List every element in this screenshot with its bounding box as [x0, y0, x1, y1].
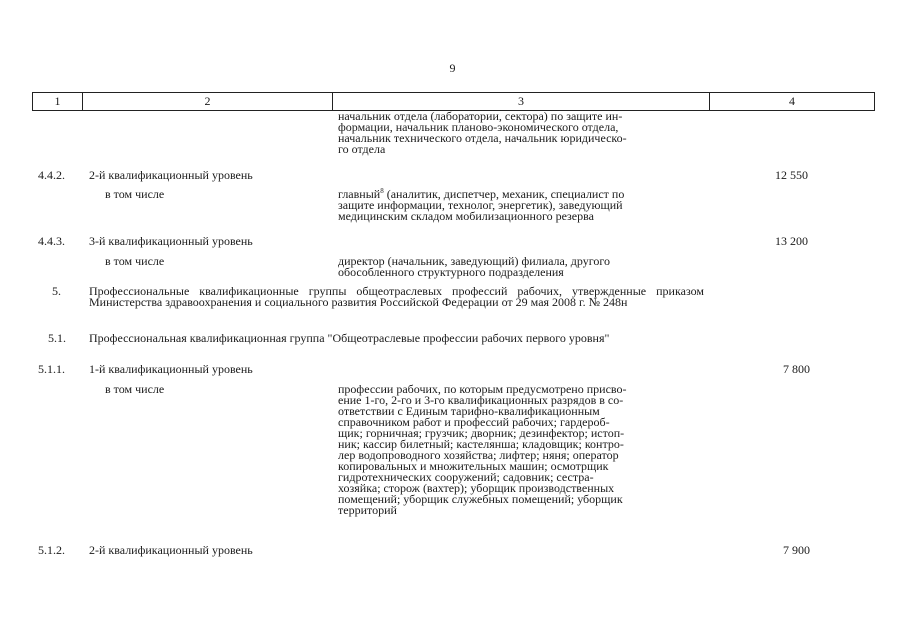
row-level-name: 3-й квалификационный уровень	[89, 234, 253, 248]
row-description: профессии рабочих, по которым предусмотрено присво- ение 1-го, 2-го и 3-го квалификационных разрядов в со- ответствии с Единым тарифно-квалификационным справочником работ и профессий рабочих; гардероб- щик; горничная; грузчик; дворник; дезинфектор; истоп- ник; кассир билетный; кастелянша; кладовщик; контро- лер водопроводного хозяйства; лифтер; няня; оператор копировальных и множительных машин; осмотрщик гидротехнических сооружений; садовник; сестра- хозяйка; сторож (вахтер); уборщик производственных помещений; уборщик служебных помещений; уборщик территорий	[338, 382, 627, 517]
row-subheading: в том числе	[105, 254, 165, 268]
row-code: 4.4.3.	[38, 234, 65, 248]
row-salary: 7 900	[783, 543, 810, 557]
row-subheading: в том числе	[105, 382, 165, 396]
group-heading: Профессиональные квалификационные группы общеотраслевых профессий рабочих, утвержденные приказом Министерства здравоохранения и социального развития Российской Федерации от 29 мая 2008 г. № 248н	[89, 284, 704, 309]
row-description: главный$^8$ (аналитик, диспетчер, механик, специалист по защите информации, технолог, энергетик), заведующий медицинским складом мобилизационного резерва	[338, 187, 625, 223]
footnote-marker: 8	[380, 187, 384, 195]
row-code: 5.1.1.	[38, 362, 65, 376]
row-level-name: 2-й квалификационный уровень	[89, 168, 253, 182]
header-col-1: 1	[32, 93, 82, 110]
header-col-3: 3	[332, 93, 709, 110]
row-subheading: в том числе	[105, 187, 165, 201]
row-code: 5.	[52, 284, 61, 298]
row-salary: 13 200	[775, 234, 808, 248]
header-col-4: 4	[709, 93, 875, 110]
row-level-name: 1-й квалификационный уровень	[89, 362, 253, 376]
row-description: начальник отдела (лаборатории, сектора) по защите ин- формации, начальник планово-экономического отдела, начальник технического отдела, начальник юридическо- го отдела	[338, 109, 627, 156]
row-code: 4.4.2.	[38, 168, 65, 182]
row-salary: 7 800	[783, 362, 810, 376]
row-code: 5.1.2.	[38, 543, 65, 557]
group-heading: Профессиональная квалификационная группа "Общеотраслевые профессии рабочих первого уровня"	[89, 331, 610, 345]
row-code: 5.1.	[48, 331, 66, 345]
header-col-2: 2	[82, 93, 332, 110]
page-number: 9	[449, 61, 456, 75]
row-description: директор (начальник, заведующий) филиала, другого обособленного структурного подразделения	[338, 254, 611, 279]
row-level-name: 2-й квалификационный уровень	[89, 543, 253, 557]
row-salary: 12 550	[775, 168, 808, 182]
